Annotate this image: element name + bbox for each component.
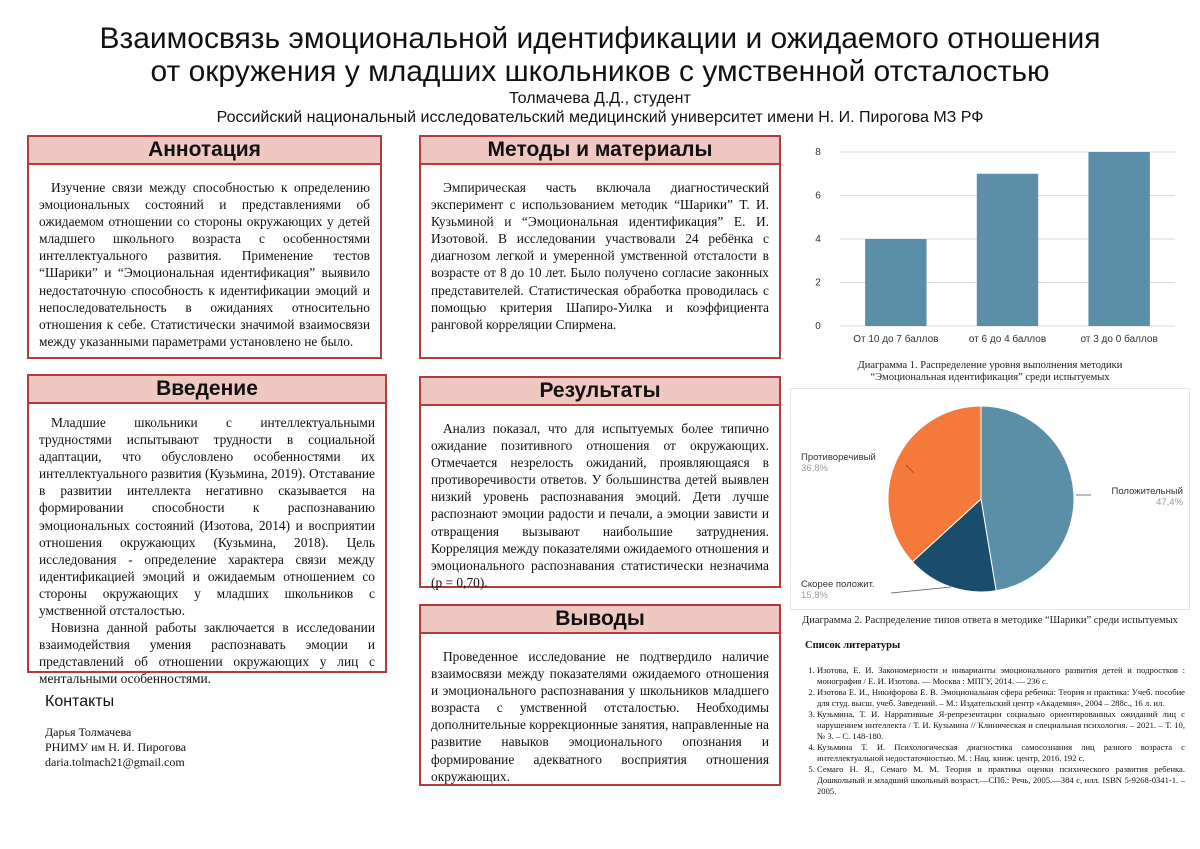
section-body [29, 404, 385, 694]
contact-org: РНИМУ им Н. И. Пирогова [45, 740, 187, 754]
results-section [419, 376, 781, 588]
affiliation: Российский национальный исследовательский медицинский университет имени Н. И. Пирогова МЗ РФ [216, 109, 984, 126]
y-tick-label: 0 [815, 321, 821, 332]
section-title: Аннотация [29, 137, 380, 165]
reference-item: 5. Семаго Н. Я., Семаго М. М. Теория и практика оценки психического развития ребенка. Дошкольный и младший школьный возраст.—СПб.: Речь, 2005.—384 с, илл. ISBN 5-9268-0341-1. – 2005. [817, 764, 1185, 796]
intro-section [27, 374, 387, 687]
reference-item: 2. Изотова Е. И., Никифорова Е. В. Эмоциональная сфера ребенка: Теория и практика: Учеб. пособие для студ. высш. учеб. Заведений. – М.: Издательский центр «Академия», 2004 – 288с., 16 л. ил. [817, 687, 1185, 708]
references-heading: Список литературы [805, 640, 901, 651]
pie-slice [981, 406, 1074, 591]
y-tick-label: 4 [815, 234, 821, 245]
bar-chart-caption [800, 360, 1180, 384]
pie-label-positive [1093, 486, 1183, 508]
slice-label: Положительный [1111, 486, 1183, 497]
section-body [421, 406, 779, 597]
reference-list [795, 665, 1185, 796]
section-title: Методы и материалы [421, 137, 779, 165]
reference-item: 1. Изотова, Е. И. Закономерности и инварианты эмоционального развития детей и подростков : монография / Е. И. Изотова. — Москва : МПГУ, 2014. — 236 с. [817, 665, 1185, 686]
y-tick-label: 8 [815, 147, 821, 158]
paragraph: Новизна данной работы заключается в исследовании взаимодействия умения распознавать эмоции и представлений об отношении окружающих у лиц с ментальными особенностями. [39, 620, 375, 687]
poster-title [40, 22, 1160, 88]
contacts-heading: Контакты [45, 693, 115, 710]
contact-name: Дарья Толмачева [45, 725, 132, 739]
conclusions-section [419, 604, 781, 786]
contacts [45, 693, 186, 770]
x-tick-label: от 6 до 4 баллов [968, 334, 1047, 345]
x-tick-label: От 10 до 7 баллов [853, 334, 939, 345]
author: Толмачева Д.Д., студент [509, 90, 691, 107]
section-body [421, 165, 779, 339]
section-title: Введение [29, 376, 385, 404]
bar [1088, 152, 1149, 326]
annotation-section [27, 135, 382, 359]
slice-percent: 36,8% [801, 463, 828, 474]
slice-percent: 15,8% [801, 590, 828, 601]
reference-item: 3. Кузьмина, Т. И. Нарративные Я-репрезентации социально ориентированных ожиданий лиц с нарушением интеллекта / Т. И. Кузьмина // Клиническая и специальная психология. – 2021. – Т. 10, № 3. – С. 148-180. [817, 709, 1185, 741]
pie-label-mostly-positive [801, 579, 875, 601]
bar-chart [800, 138, 1180, 363]
section-body [421, 634, 779, 791]
references [795, 640, 1185, 797]
section-title: Выводы [421, 606, 779, 634]
paragraph: Проведенное исследование не подтвердило наличие взаимосвязи между показателями ожидаемого отношения и эмоционального распознавания у школьников младшего возраста с умственной отсталостью. Необходимы дополнительные коррекционные занятия, направленные на развитие навыков эмоционального опознания и формирование адекватного восприятия отношения окружающих. [431, 649, 769, 784]
caption-line-2: “Эмоциональная идентификация” среди испытуемых [870, 372, 1110, 383]
bar [865, 239, 926, 326]
methods-section [419, 135, 781, 359]
pie-label-contradictory [801, 452, 876, 474]
section-title: Результаты [421, 378, 779, 406]
x-tick-label: от 3 до 0 баллов [1080, 334, 1158, 345]
title-line-2: от окружения у младших школьников с умственной отсталостью [150, 55, 1050, 88]
section-body [29, 165, 380, 356]
slice-label: Скорее положит. [801, 579, 875, 590]
bar [977, 174, 1038, 326]
paragraph: Эмпирическая часть включала диагностический эксперимент с использованием методик “Шарики” Т. И. Кузьминой и “Эмоциональная идентификация” Е. И. Изотовой. В исследовании участвовали 24 ребёнка с диагнозом легкой и умеренной умственной отсталости в возрасте от 8 до 10 лет. Было получено согласие законных представителей. Статистическая обработка проводилась с помощью критерия Шапиро-Уилка и коэффициента ранговой корреляции Спирмена. [431, 180, 769, 332]
paragraph: Анализ показал, что для испытуемых более типично ожидание позитивного отношения от окружающих. Отмечается незрелость ожиданий, проявляющаяся в противоречивости ответов. У большинства детей выявлен низкий уровень распознавания эмоций. Дети лучше распознают эмоции радости и печали, а эмоции зависти и отвращения вызывают наибольшие затруднения. Корреляция между показателями ожидаемого отношения и эмоционального распознавания статистически незначима (р = 0,70). [431, 421, 769, 590]
y-tick-label: 6 [815, 190, 821, 202]
leader-line [891, 587, 951, 593]
pie-chart-panel [790, 388, 1190, 610]
slice-percent: 47,4% [1156, 497, 1183, 508]
paragraph: Младшие школьники с интеллектуальными трудностями испытывают трудности в социальной адаптации, что обусловлено особенностями их интеллектуального развития (Кузьмина, 2019). Отставание в развитии интеллекта негативно сказывается на формировании способности к распознаванию эмоциональных состояний (Изотова, 2014) и восприятии отношения окружающих (Кузьмина, 2018). Цель исследования - определение характера связи между идентификацией эмоций и ожидаемым отношением со стороны окружающих у младших школьников с умственной отсталостью. [39, 415, 375, 619]
pie-chart-caption: Диаграмма 2. Распределение типов ответа в методике “Шарики” среди испытуемых [802, 615, 1178, 626]
paragraph: Изучение связи между способностью к определению эмоциональных состояний и представлениями об ожидаемом отношении со стороны окружающих у детей младшего школьного возраста с особенностями интеллектуального развития. Применение тестов “Шарики” и “Эмоциональная идентификация” выявило недостаточную способность к идентификации эмоций и непоследовательность в ожиданиях относительно отношения к себе. Статистически значимой взаимосвязи между указанными параметрами установлено не было. [39, 180, 370, 349]
reference-item: 4. Кузьмина Т. И. Психологическая диагностика самосознания лиц разного возраста с интеллектуальной недостаточностью. М. : Нац. книж. центр, 2016. 192 с. [817, 742, 1185, 763]
slice-label: Противоречивый [801, 452, 876, 463]
y-tick-label: 2 [815, 277, 821, 289]
caption-line-1: Диаграмма 1. Распределение уровня выполнения методики [857, 360, 1123, 371]
title-line-1: Взаимосвязь эмоциональной идентификации и ожидаемого отношения [99, 22, 1101, 55]
contact-email[interactable]: daria.tolmach21@gmail.com [45, 755, 185, 769]
